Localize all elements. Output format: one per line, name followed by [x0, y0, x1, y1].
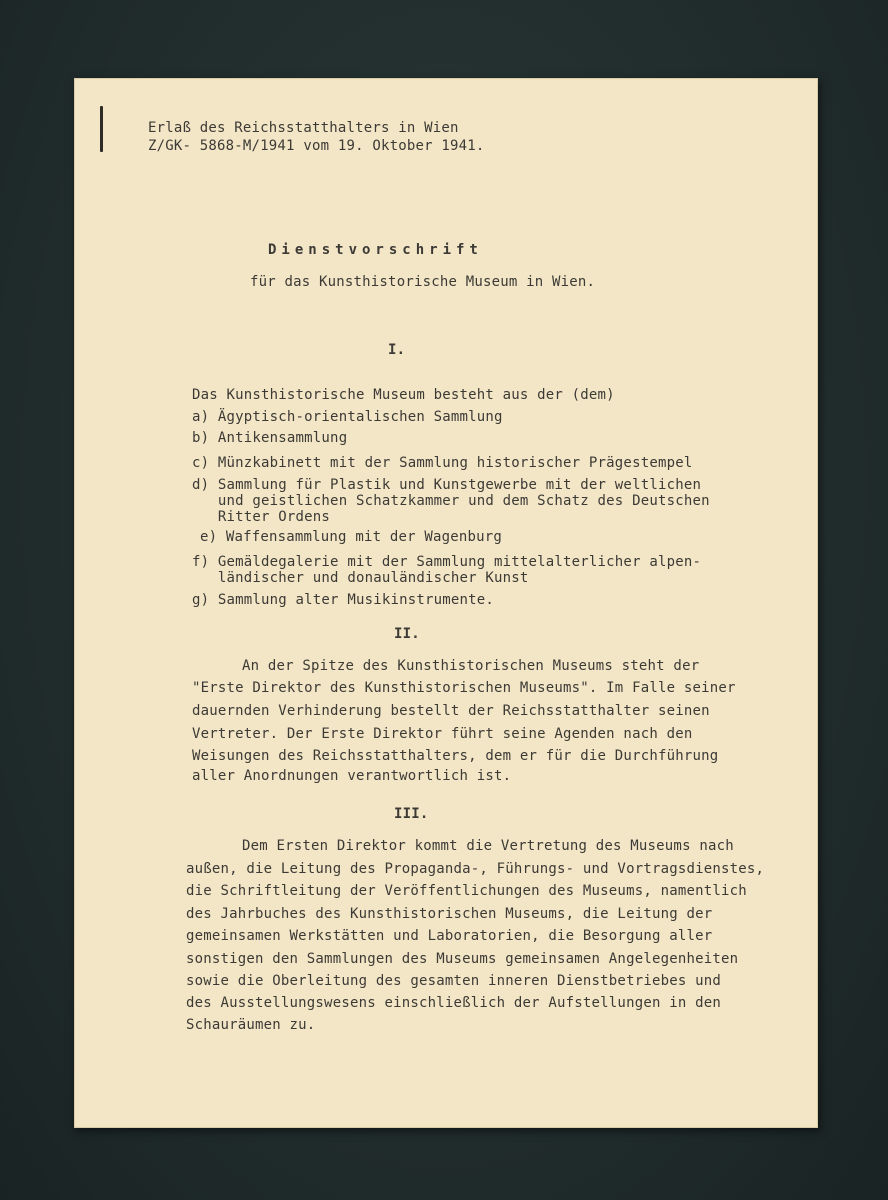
section-1-number: I. — [388, 342, 406, 358]
list-item: ländischer und donauländischer Kunst — [192, 570, 529, 586]
paragraph-line: sonstigen den Sammlungen des Museums gemeinsamen Angelegenheiten — [186, 951, 739, 967]
section-1-intro: Das Kunsthistorische Museum besteht aus der (dem) — [192, 387, 615, 403]
paragraph-line: die Schriftleitung der Veröffentlichungen des Museums, namentlich — [186, 883, 747, 899]
paragraph-line: außen, die Leitung des Propaganda-, Führungs- und Vortragsdienstes, — [186, 861, 765, 877]
list-item: f) Gemäldegalerie mit der Sammlung mittelalterlicher alpen- — [192, 554, 702, 570]
paragraph-line: Vertreter. Der Erste Direktor führt seine Agenden nach den — [192, 726, 693, 742]
paragraph-line: aller Anordnungen verantwortlich ist. — [192, 768, 512, 784]
paragraph-line: "Erste Direktor des Kunsthistorischen Museums". Im Falle seiner — [192, 680, 736, 696]
list-item: und geistlichen Schatzkammer und dem Schatz des Deutschen — [192, 493, 710, 509]
list-item: Ritter Ordens — [192, 509, 331, 525]
header-line-1: Erlaß des Reichsstatthalters in Wien — [148, 120, 459, 136]
paragraph-line: dauernden Verhinderung bestellt der Reichsstatthalter seinen — [192, 703, 710, 719]
section-3-number: III. — [394, 806, 429, 822]
paragraph-line: Dem Ersten Direktor kommt die Vertretung des Museums nach — [242, 838, 734, 854]
section-2-number: II. — [394, 626, 420, 642]
staple-mark — [100, 106, 103, 152]
paragraph-line: des Ausstellungswesens einschließlich der Aufstellungen in den — [186, 995, 721, 1011]
list-item: c) Münzkabinett mit der Sammlung historischer Prägestempel — [192, 455, 693, 471]
paragraph-line: des Jahrbuches des Kunsthistorischen Museums, die Leitung der — [186, 906, 713, 922]
header-line-2: Z/GK- 5868-M/1941 vom 19. Oktober 1941. — [148, 138, 485, 154]
document-subtitle: für das Kunsthistorische Museum in Wien. — [250, 274, 596, 290]
paragraph-line: gemeinsamen Werkstätten und Laboratorien, die Besorgung aller — [186, 928, 713, 944]
paragraph-line: Weisungen des Reichsstatthalters, dem er für die Durchführung — [192, 748, 719, 764]
paragraph-line: sowie die Oberleitung des gesamten inneren Dienstbetriebes und — [186, 973, 721, 989]
list-item: g) Sammlung alter Musikinstrumente. — [192, 592, 495, 608]
list-item: a) Ägyptisch-orientalischen Sammlung — [192, 409, 503, 425]
list-item: e) Waffensammlung mit der Wagenburg — [200, 529, 503, 545]
document-page — [74, 78, 818, 1128]
document-title: Dienstvorschrift — [268, 242, 483, 258]
paragraph-line: An der Spitze des Kunsthistorischen Museums steht der — [242, 658, 700, 674]
list-item: d) Sammlung für Plastik und Kunstgewerbe mit der weltlichen — [192, 477, 702, 493]
paragraph-line: Schauräumen zu. — [186, 1017, 316, 1033]
list-item: b) Antikensammlung — [192, 430, 348, 446]
